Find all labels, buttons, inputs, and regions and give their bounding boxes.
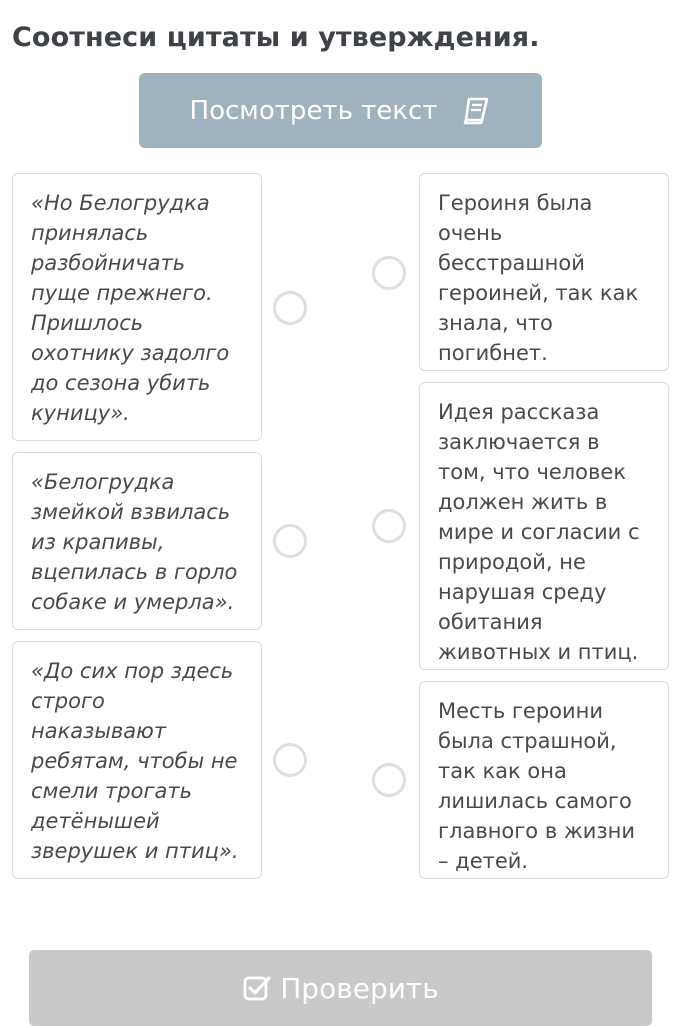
quote-card-1[interactable]	[12, 173, 262, 441]
quote-card-2[interactable]	[12, 452, 262, 630]
statement-card-2[interactable]	[419, 382, 669, 670]
quote-text: «Но Белогрудка принялась разбойничать пуще прежнего. Пришлось охотнику задолго до сезона убить куницу».	[31, 191, 230, 425]
book-icon	[461, 96, 491, 126]
view-text-button[interactable]	[139, 73, 542, 148]
quote-radio-1[interactable]	[273, 291, 307, 325]
quote-card-3[interactable]	[12, 641, 262, 879]
statement-card-3[interactable]	[419, 681, 669, 879]
page-title: Соотнеси цитаты и утверждения.	[12, 22, 540, 53]
statement-text: Месть героини была страшной, так как она лишилась самого главного в жизни – детей.	[438, 699, 635, 873]
statement-text: Идея рассказа заключается в том, что человек должен жить в мире и согласии с природой, не нарушая среду обитания животных и птиц.	[438, 400, 640, 664]
view-text-button-label: Посмотреть текст	[189, 95, 438, 126]
check-button[interactable]	[29, 950, 652, 1026]
statement-radio-2[interactable]	[372, 509, 406, 543]
checkbox-icon	[242, 973, 272, 1003]
quote-radio-3[interactable]	[273, 743, 307, 777]
quote-text: «До сих пор здесь строго наказывают ребятам, чтобы не смели трогать детёнышей зверушек и птиц».	[31, 659, 239, 863]
statement-text: Героиня была очень бесстрашной героиней, так как знала, что погибнет.	[438, 191, 639, 365]
statement-radio-1[interactable]	[372, 256, 406, 290]
quote-radio-2[interactable]	[273, 524, 307, 558]
check-button-label: Проверить	[280, 971, 439, 1005]
quote-text: «Белогрудка змейкой взвилась из крапивы, вцепилась в горло собаке и умерла».	[31, 470, 238, 614]
statement-card-1[interactable]	[419, 173, 669, 371]
statement-radio-3[interactable]	[372, 763, 406, 797]
